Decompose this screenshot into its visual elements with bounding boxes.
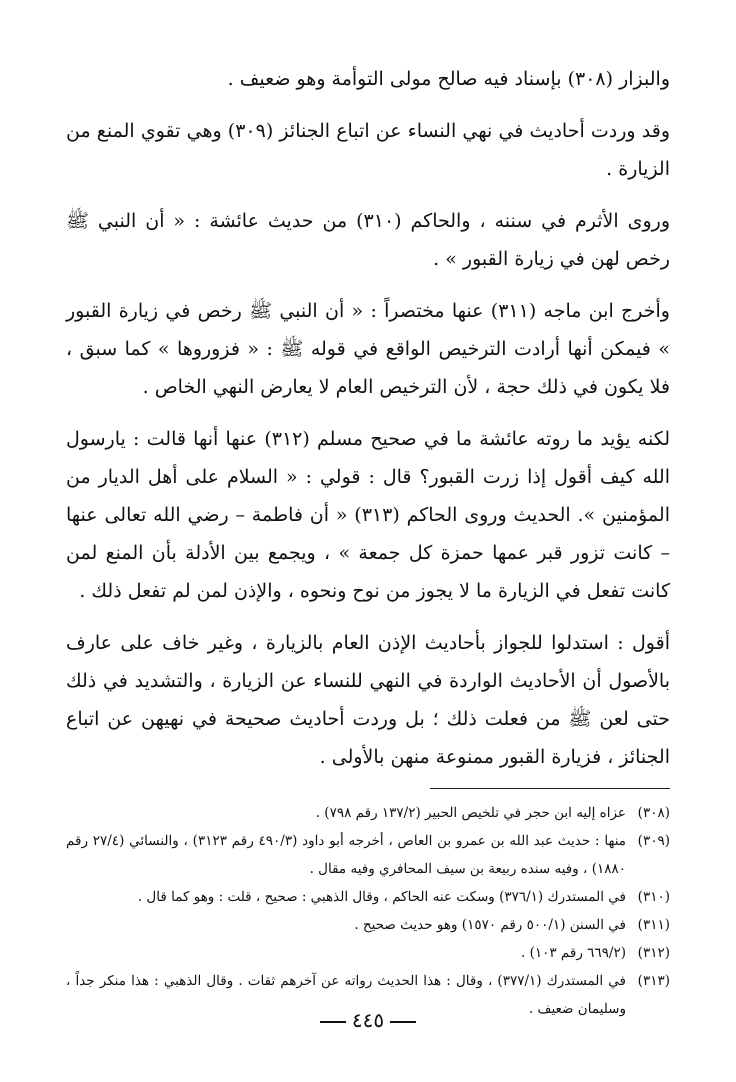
footnote-text: منها : حديث عبد الله بن عمرو بن العاص ، أخرجه أبو داود (٤٩٠/٣ رقم ٣١٢٣) ، والنسائي (٢٧/٤ رقم ١٨٨٠) ، وفيه سنده ربيعة بن سيف المحافري وفيه مقال . — [66, 833, 626, 877]
paragraph-1: والبزار (٣٠٨) بإسناد فيه صالح مولى التوأمة وهو ضعيف . — [227, 68, 670, 90]
footnote-number: (٣١١) — [637, 917, 670, 933]
footnote — [66, 827, 670, 883]
footnote — [66, 883, 670, 911]
footnote-text: عزاه إليه ابن حجر في تلخيص الحبير (١٣٧/٢ رقم ٧٩٨) . — [315, 805, 626, 821]
footnote-text: (٦٦٩/٢ رقم ١٠٣) . — [520, 945, 626, 961]
paragraph-4: وأخرج ابن ماجه (٣١١) عنها مختصراً : « أن النبي ﷺ رخص في زيارة القبور » فيمكن أنها أرادت الترخيص الواقع في قوله ﷺ : « فزوروها » كما سبق ، فلا يكون في ذلك حجة ، لأن الترخيص العام لا يعارض النهي الخاص . — [66, 300, 670, 398]
footnote-separator — [430, 788, 670, 789]
footnote-number: (٣١٣) — [637, 973, 670, 989]
paragraph-2: وقد وردت أحاديث في نهي النساء عن اتباع الجنائز (٣٠٩) وهي تقوي المنع من الزيارة . — [66, 120, 670, 180]
footnote-number: (٣٠٩) — [637, 833, 670, 849]
page-number-dash — [320, 1021, 346, 1023]
paragraph-6: أقول : استدلوا للجواز بأحاديث الإذن العام بالزيارة ، وغير خاف على عارف بالأصول أن الأحاديث الواردة في النهي للنساء عن الزيارة ، والتشديد في ذلك حتى لعن ﷺ من فعلت ذلك ؛ بل وردت أحاديث صحيحة في نهيهن عن اتباع الجنائز ، فزيارة القبور ممنوعة منهن بالأولى . — [66, 632, 670, 768]
page-number: ٤٤٥ — [351, 1008, 385, 1032]
footnote-text: في المستدرك (٣٧٦/١) وسكت عنه الحاكم ، وقال الذهبي : صحيح ، قلت : وهو كما قال . — [137, 889, 626, 905]
footnote — [66, 799, 670, 827]
footnote — [66, 911, 670, 939]
footnote-text: في السنن (٥٠٠/١ رقم ١٥٧٠) وهو حديث صحيح . — [354, 917, 626, 933]
footnote-text: في المستدرك (٣٧٧/١) ، وقال : هذا الحديث رواته عن آخرهم ثقات . وقال الذهبي : هذا منكر جداً ، وسليمان ضعيف . — [66, 973, 626, 1017]
footnote-number: (٣١٠) — [637, 889, 670, 905]
page-body — [66, 60, 670, 1023]
page-number-dash — [390, 1021, 416, 1023]
footnote-number: (٣٠٨) — [637, 805, 670, 821]
paragraph-3: وروى الأثرم في سننه ، والحاكم (٣١٠) من حديث عائشة : « أن النبي ﷺ رخص لهن في زيارة القبور » . — [66, 210, 670, 270]
paragraph-5: لكنه يؤيد ما روته عائشة ما في صحيح مسلم (٣١٢) عنها أنها قالت : يارسول الله كيف أقول إذا زرت القبور؟ قال : قولي : « السلام على أهل الديار من المؤمنين ». الحديث وروى الحاكم (٣١٣) « أن فاطمة – رضي الله تعالى عنها – كانت تزور قبر عمها حمزة كل جمعة » ، ويجمع بين الأدلة بأن المنع لمن كانت تفعل في الزيارة ما لا يجوز من نوح ونحوه ، والإذن لمن لم تفعل ذلك . — [66, 428, 670, 602]
footnotes — [66, 799, 670, 1023]
page-number-footer — [0, 1008, 736, 1032]
footnote — [66, 939, 670, 967]
footnote-number: (٣١٢) — [637, 945, 670, 961]
